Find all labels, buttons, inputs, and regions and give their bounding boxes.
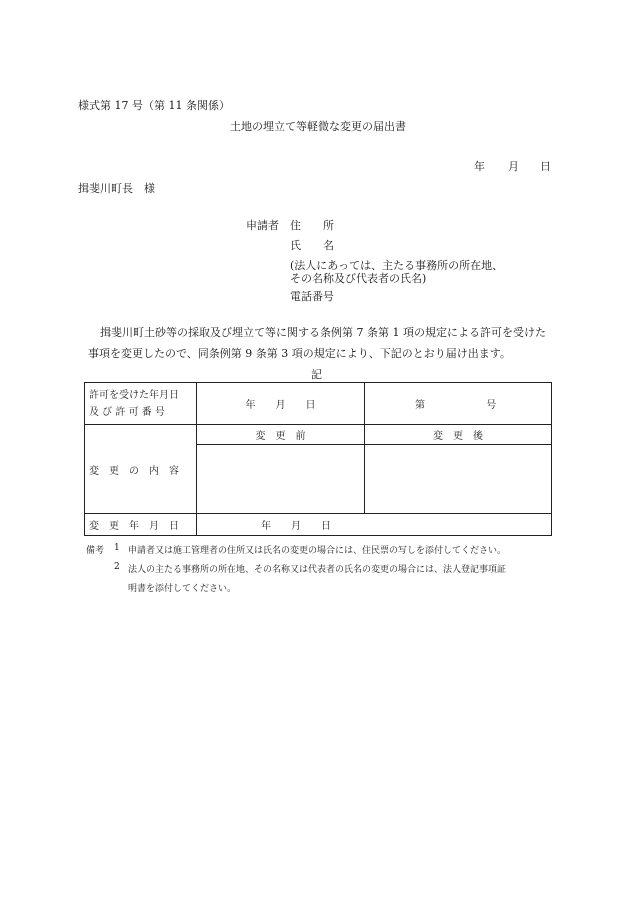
note-1-text: 申請者又は施工管理者の住所又は氏名の変更の場合には、住民票の写しを添付してください。: [128, 546, 507, 556]
form-number: 様式第 17 号（第 11 条関係）: [78, 99, 230, 112]
applicant-label: 申請者: [246, 219, 279, 232]
ki-label: 記: [311, 368, 322, 381]
note-2-text-line-2: 明書を添付してください。: [128, 584, 237, 594]
date-year-label: 年: [474, 160, 485, 173]
change-content-label: 変 更 の 内 容: [89, 465, 179, 477]
permit-label-line-2: 及 び 許 可 番 号: [89, 406, 165, 418]
change-date-label-cell: [85, 514, 197, 536]
change-content-label-cell: [85, 425, 197, 514]
name-label: 氏 名: [290, 239, 334, 252]
permit-label-line-1: 許可を受けた年月日: [89, 389, 179, 401]
permit-number-go: 号: [486, 400, 497, 411]
addressee: 揖斐川町長 様: [78, 182, 155, 195]
permit-date-value: 年 月 日: [245, 400, 316, 411]
phone-label: 電話番号: [290, 290, 334, 303]
after-header-cell: [365, 425, 552, 445]
permit-label-cell: [85, 383, 197, 425]
address-label: 住 所: [290, 219, 334, 232]
change-date-value: 年 月 日: [261, 521, 331, 532]
before-content-cell[interactable]: [197, 445, 365, 514]
after-content-cell[interactable]: [365, 445, 552, 514]
body-text-line-2: 事項を変更したので、同条例第 9 条第 3 項の規定により、下記のとおり届け出ます。: [88, 347, 511, 360]
permit-number-cell[interactable]: [365, 383, 552, 425]
corporation-note-1: (法人にあっては、主たる事務所の所在地、: [290, 259, 504, 272]
after-label: 変 更 後: [433, 431, 483, 442]
before-label: 変 更 前: [255, 431, 306, 442]
permit-date-cell[interactable]: [197, 383, 365, 425]
date-month-label: 月: [508, 160, 519, 173]
body-text-line-1: 揖斐川町土砂等の採取及び埋立て等に関する条例第 7 条第 1 項の規定による許可を受けた: [100, 326, 546, 339]
note-2-number: 2: [114, 562, 120, 572]
change-form-table: [84, 382, 552, 536]
note-2-text-line-1: 法人の主たる事務所の所在地、その名称又は代表者の氏名の変更の場合には、法人登記事項証: [128, 565, 507, 575]
date-day-label: 日: [540, 160, 551, 173]
document-title: 土地の埋立て等軽微な変更の届出書: [230, 120, 406, 133]
permit-number-dai: 第: [415, 400, 425, 411]
change-date-label: 変 更 年 月 日: [89, 521, 179, 532]
note-1-number: 1: [114, 543, 120, 553]
before-header-cell: [197, 425, 365, 445]
change-date-value-cell[interactable]: [197, 514, 552, 536]
corporation-note-2: その名称及び代表者の氏名): [290, 272, 427, 285]
notes-prefix: 備考: [86, 546, 105, 556]
